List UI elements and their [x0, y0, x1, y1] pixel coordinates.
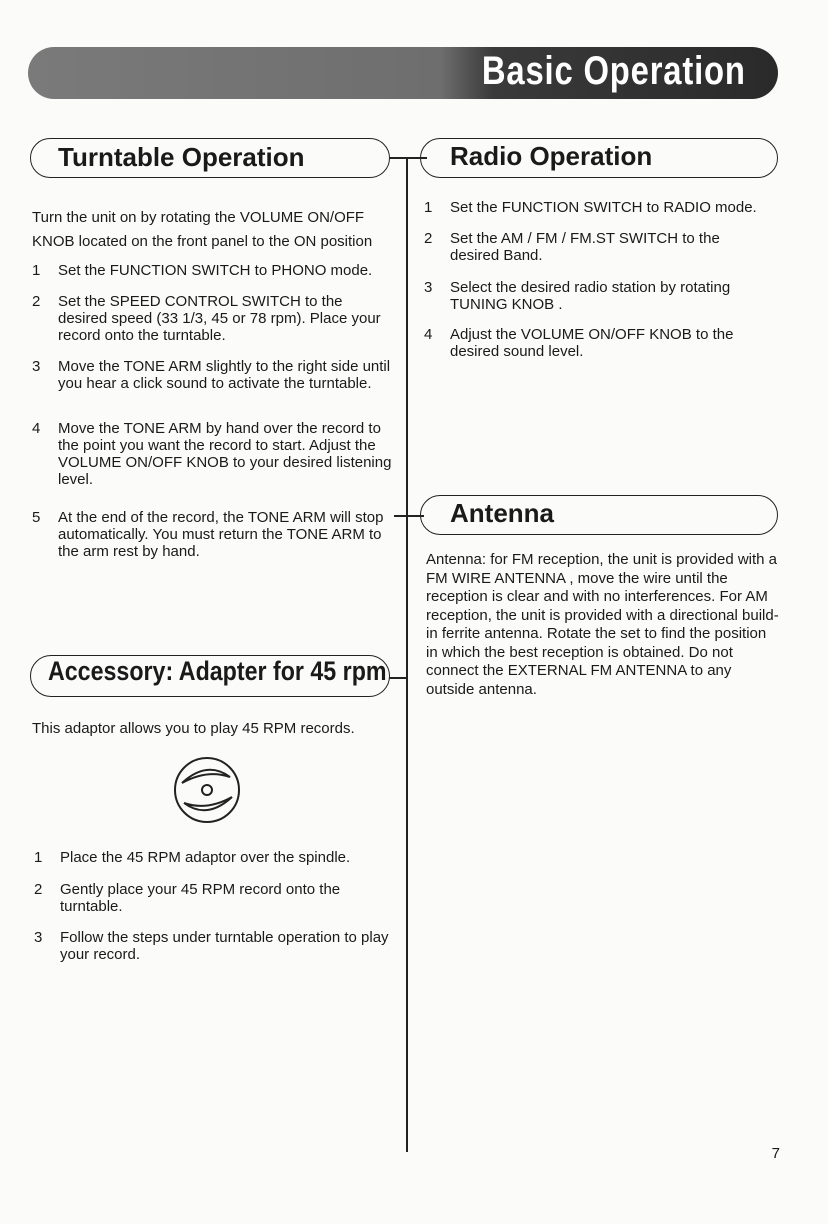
list-item [424, 199, 790, 216]
step-number: 5 [32, 509, 41, 526]
accessory-intro: This adaptor allows you to play 45 RPM records. [32, 720, 355, 737]
column-divider [406, 157, 408, 1152]
step-number: 1 [34, 849, 43, 866]
list-item [32, 262, 392, 279]
step-number: 4 [424, 326, 433, 343]
step-number: 4 [32, 420, 41, 437]
list-item [34, 881, 380, 915]
list-item [34, 929, 390, 963]
step-number: 3 [32, 358, 41, 375]
step-number: 3 [34, 929, 43, 946]
list-item [424, 279, 780, 313]
radio-section-title: Radio Operation [450, 141, 653, 171]
list-item [424, 230, 770, 264]
step-text: Set the AM / FM / FM.ST SWITCH to the desired Band. [450, 230, 720, 264]
step-number: 2 [34, 881, 43, 898]
step-number: 3 [424, 279, 433, 296]
list-item [424, 326, 780, 360]
accessory-section-title: Accessory: Adapter for 45 rpm [48, 656, 387, 686]
step-number: 2 [424, 230, 433, 247]
turntable-section-title: Turntable Operation [58, 142, 305, 172]
connector-line [389, 677, 407, 679]
step-text: Move the TONE ARM by hand over the record to the point you want the record to start. Adjust the VOLUME ON/OFF KNOB to your desired listening level. [58, 420, 392, 488]
page-number: 7 [771, 1145, 780, 1162]
turntable-intro: Turn the unit on by rotating the VOLUME ON/OFF KNOB located on the front panel to the ON position [32, 209, 373, 250]
page-title: Basic Operation [482, 49, 746, 93]
list-item [34, 849, 400, 866]
step-text: At the end of the record, the TONE ARM will stop automatically. You must return the TONE ARM to the arm rest by hand. [58, 509, 384, 560]
adapter-45rpm-icon [172, 755, 242, 825]
step-text: Move the TONE ARM slightly to the right side until you hear a click sound to activate the turntable. [58, 358, 391, 392]
antenna-section-title: Antenna [450, 498, 554, 528]
list-item [32, 358, 392, 392]
step-text: Adjust the VOLUME ON/OFF KNOB to the desired sound level. [450, 326, 734, 360]
header-banner [28, 47, 778, 99]
step-text: Place the 45 RPM adaptor over the spindle. [60, 849, 351, 866]
list-item [32, 420, 392, 488]
step-text: Select the desired radio station by rotating TUNING KNOB . [450, 279, 731, 313]
step-number: 2 [32, 293, 41, 310]
list-item [32, 509, 392, 560]
step-text: Set the SPEED CONTROL SWITCH to the desired speed (33 1/3, 45 or 78 rpm). Place your record onto the turntable. [58, 293, 381, 344]
step-number: 1 [32, 262, 41, 279]
step-text: Set the FUNCTION SWITCH to PHONO mode. [58, 262, 373, 279]
list-item [32, 293, 392, 344]
step-text: Gently place your 45 RPM record onto the turntable. [60, 881, 341, 915]
step-number: 1 [424, 199, 433, 216]
antenna-body: Antenna: for FM reception, the unit is provided with a FM WIRE ANTENNA , move the wire until the reception is clear and with no interferences. For AM reception, the unit is provided with a directional build-in ferrite antenna. Rotate the set to find the position in which the best reception is obtained. Do not connect the EXTERNAL FM ANTENNA to any outside antenna. [426, 551, 779, 698]
step-text: Follow the steps under turntable operation to play your record. [60, 929, 389, 963]
step-text: Set the FUNCTION SWITCH to RADIO mode. [450, 199, 757, 216]
